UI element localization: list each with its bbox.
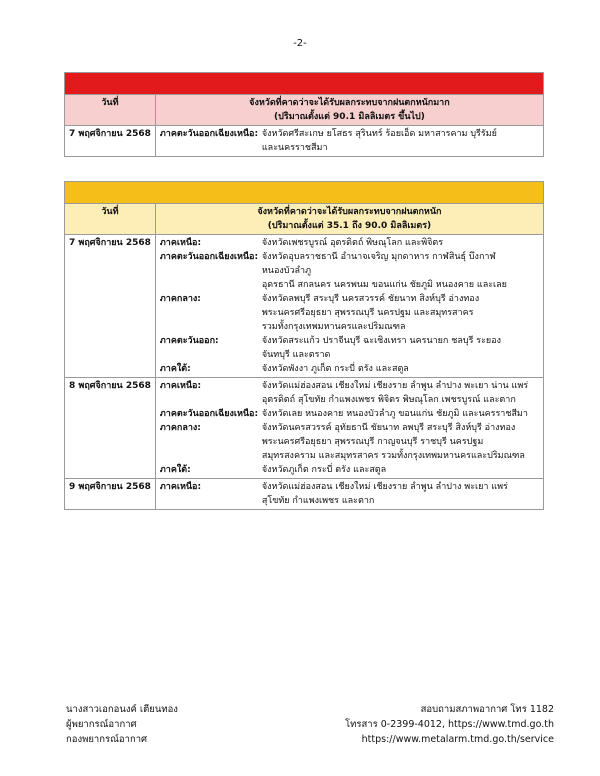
forecaster-signature bbox=[66, 702, 178, 747]
province-line: จังหวัดสระแก้ว ปราจีนบุรี ฉะเชิงเทรา นครนายก ชลบุรี ระยอง bbox=[261, 336, 502, 346]
region-label: ภาคเหนือ: bbox=[159, 238, 202, 248]
province-list bbox=[262, 236, 539, 250]
header-subtitle: (ปริมาณตั้งแต่ 35.1 ถึง 90.0 มิลลิเมตร) bbox=[267, 221, 432, 231]
region-entry bbox=[160, 127, 539, 155]
region-entry bbox=[160, 362, 539, 376]
province-line: จันทบุรี และตราด bbox=[261, 350, 331, 360]
moderate-rain-header bbox=[65, 204, 544, 235]
row-date: 7 พฤศจิกายน 2568 bbox=[65, 126, 156, 157]
province-line: จังหวัดเลย หนองคาย หนองบัวลำภู ขอนแก่น ชัยภูมิ และนครราชสีมา bbox=[261, 409, 528, 419]
province-line: จังหวัดอุบลราชธานี อำนาจเจริญ มุกดาหาร กาฬสินธุ์ บึงกาฬ หนองบัวลำภู bbox=[261, 252, 496, 276]
forecaster-division: กองพยากรณ์อากาศ bbox=[66, 734, 148, 745]
province-line: อุตรดิตถ์ สุโขทัย กำแพงเพชร พิจิตร พิษณุโลก เพชรบูรณ์ และตาก bbox=[261, 395, 516, 405]
province-list bbox=[262, 463, 539, 477]
contact-phone: สอบถามสภาพอากาศ โทร 1182 bbox=[420, 704, 554, 715]
province-list bbox=[262, 379, 539, 407]
region-entry bbox=[160, 250, 539, 292]
header-subtitle: (ปริมาณตั้งแต่ 90.1 มิลลิเมตร ขึ้นไป) bbox=[274, 112, 425, 122]
province-line: จังหวัดภูเก็ต กระบี่ ตรัง และสตูล bbox=[261, 465, 387, 475]
heavy-rain-header bbox=[65, 95, 544, 126]
province-line: สุโขทัย กำแพงเพชร และตาก bbox=[261, 496, 375, 506]
contact-fax-website: โทรสาร 0-2399-4012, https://www.tmd.go.th bbox=[345, 719, 554, 730]
region-label: ภาคใต้: bbox=[159, 465, 191, 475]
region-label: ภาคใต้: bbox=[159, 364, 191, 374]
province-line: จังหวัดนครสวรรค์ อุทัยธานี ชัยนาท ลพบุรี สระบุรี สิงห์บุรี อ่างทอง bbox=[261, 423, 516, 433]
province-line: จังหวัดศรีสะเกษ ยโสธร สุรินทร์ ร้อยเอ็ด มหาสารคาม บุรีรัมย์ bbox=[261, 129, 497, 139]
region-entry bbox=[160, 480, 539, 508]
row-provinces bbox=[155, 235, 543, 378]
contact-service-link[interactable]: https://www.metalarm.tmd.go.th/service bbox=[361, 734, 554, 745]
province-line: พระนครศรีอยุธยา สุพรรณบุรี กาญจนบุรี ราชบุรี นครปฐม bbox=[261, 437, 484, 447]
row-provinces bbox=[155, 479, 543, 510]
page-number: -2- bbox=[293, 38, 307, 49]
region-entry bbox=[160, 334, 539, 362]
heavy-rain-table bbox=[64, 72, 544, 157]
province-list bbox=[262, 421, 539, 463]
province-list bbox=[262, 292, 539, 334]
region-label: ภาคเหนือ: bbox=[159, 482, 202, 492]
table-row bbox=[65, 126, 544, 157]
province-line: พระนครศรีอยุธยา สุพรรณบุรี นครปฐม และสมุทรสาคร bbox=[261, 308, 474, 318]
province-line: อุดรธานี สกลนคร นครพนม ขอนแก่น ชัยภูมิ หนองคาย และเลย bbox=[261, 280, 507, 290]
moderate-rain-table bbox=[64, 181, 544, 510]
province-list bbox=[262, 362, 539, 376]
province-line: จังหวัดแม่ฮ่องสอน เชียงใหม่ เชียงราย ลำพูน ลำปาง พะเยา น่าน แพร่ bbox=[261, 381, 529, 391]
row-provinces bbox=[155, 378, 543, 479]
province-line: จังหวัดแม่ฮ่องสอน เชียงใหม่ เชียงราย ลำพูน ลำปาง พะเยา แพร่ bbox=[261, 482, 508, 492]
table-row bbox=[65, 235, 544, 378]
heavy-rain-color-bar bbox=[65, 73, 544, 95]
province-list bbox=[262, 250, 539, 292]
region-label: ภาคเหนือ: bbox=[159, 381, 202, 391]
header-title: จังหวัดที่คาดว่าจะได้รับผลกระทบจากฝนตกหนักมาก bbox=[249, 98, 450, 108]
region-entry bbox=[160, 407, 539, 421]
province-line: จังหวัดเพชรบูรณ์ อุตรดิตถ์ พิษณุโลก และพิจิตร bbox=[261, 238, 444, 248]
province-line: รวมทั้งกรุงเทพมหานครและปริมณฑล bbox=[261, 322, 406, 332]
forecaster-title: ผู้พยากรณ์อากาศ bbox=[66, 719, 137, 730]
province-column-header bbox=[155, 95, 543, 126]
region-label: ภาคกลาง: bbox=[159, 294, 201, 304]
region-label: ภาคตะวันออกเฉียงเหนือ: bbox=[159, 409, 259, 419]
region-label: ภาคตะวันออกเฉียงเหนือ: bbox=[159, 129, 259, 139]
region-entry bbox=[160, 421, 539, 463]
region-label: ภาคตะวันออกเฉียงเหนือ: bbox=[159, 252, 259, 262]
province-line: สมุทรสงคราม และสมุทรสาคร รวมทั้งกรุงเทพมหานครและปริมณฑล bbox=[261, 451, 525, 461]
table-row bbox=[65, 378, 544, 479]
province-column-header bbox=[155, 204, 543, 235]
region-entry bbox=[160, 292, 539, 334]
province-line: จังหวัดลพบุรี สระบุรี นครสวรรค์ ชัยนาท สิงห์บุรี อ่างทอง bbox=[261, 294, 480, 304]
date-column-header: วันที่ bbox=[65, 204, 156, 235]
province-list bbox=[262, 480, 539, 508]
region-label: ภาคกลาง: bbox=[159, 423, 201, 433]
region-entry bbox=[160, 379, 539, 407]
province-line: และนครราชสีมา bbox=[261, 143, 328, 153]
contact-info bbox=[345, 702, 554, 747]
province-list bbox=[262, 127, 539, 155]
row-date: 8 พฤศจิกายน 2568 bbox=[65, 378, 156, 479]
date-column-header: วันที่ bbox=[65, 95, 156, 126]
region-entry bbox=[160, 236, 539, 250]
row-date: 7 พฤศจิกายน 2568 bbox=[65, 235, 156, 378]
province-line: จังหวัดพังงา ภูเก็ต กระบี่ ตรัง และสตูล bbox=[261, 364, 409, 374]
province-list bbox=[262, 407, 539, 421]
province-list bbox=[262, 334, 539, 362]
region-entry bbox=[160, 463, 539, 477]
region-label: ภาคตะวันออก: bbox=[159, 336, 219, 346]
forecaster-name: นางสาวเอกอนงค์ เตียนทอง bbox=[66, 704, 178, 715]
row-date: 9 พฤศจิกายน 2568 bbox=[65, 479, 156, 510]
table-row bbox=[65, 479, 544, 510]
row-provinces bbox=[155, 126, 543, 157]
header-title: จังหวัดที่คาดว่าจะได้รับผลกระทบจากฝนตกหนัก bbox=[257, 207, 442, 217]
moderate-rain-color-bar bbox=[65, 182, 544, 204]
